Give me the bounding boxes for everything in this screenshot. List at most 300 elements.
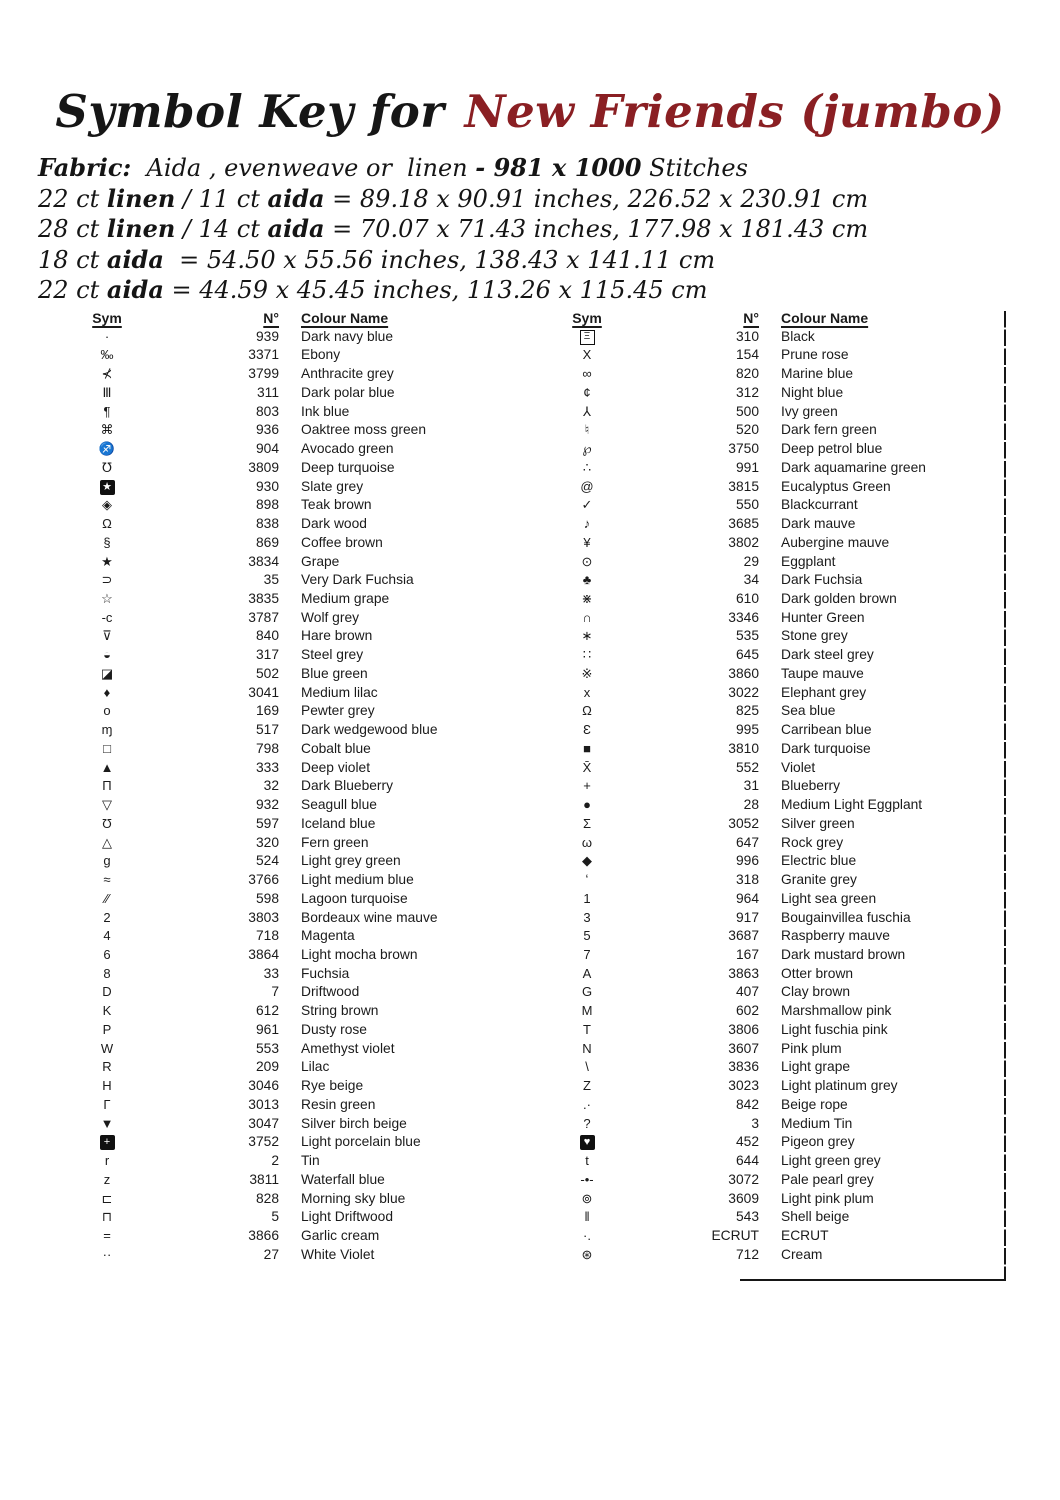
symbol-cell: ǁ xyxy=(584,1209,590,1225)
table-row xyxy=(542,346,1004,365)
table-row xyxy=(62,571,532,590)
thread-number-cell: 320 xyxy=(255,834,279,850)
thread-number-cell: 535 xyxy=(735,628,759,644)
table-bottom-rule xyxy=(740,1279,1006,1281)
symbol-cell: ·. xyxy=(583,1227,591,1243)
thread-number-cell: 3346 xyxy=(728,609,759,625)
thread-number-cell: 3809 xyxy=(248,459,279,475)
colour-name-cell: Ebony xyxy=(301,347,341,363)
colour-name-cell: Waterfall blue xyxy=(301,1171,385,1187)
table-row xyxy=(62,1227,532,1246)
thread-number-cell: 838 xyxy=(255,516,279,532)
table-row xyxy=(62,1077,532,1096)
symbol-cell: ◈ xyxy=(102,497,112,513)
thread-number-cell: 3802 xyxy=(728,534,759,550)
colour-name-cell: Grape xyxy=(301,553,340,569)
thread-number-cell: 311 xyxy=(257,384,279,400)
thread-number-cell: 3607 xyxy=(728,1040,759,1056)
table-row xyxy=(542,515,1004,534)
table-row xyxy=(542,927,1004,946)
table-row xyxy=(62,1021,532,1040)
thread-number-cell: 820 xyxy=(735,366,759,382)
symbol-cell: ▲ xyxy=(100,759,114,775)
symbol-cell: P xyxy=(102,1021,112,1037)
colour-name-cell: Light platinum grey xyxy=(781,1078,898,1094)
colour-name-cell: White Violet xyxy=(301,1246,375,1262)
colour-name-cell: Carribean blue xyxy=(781,722,872,738)
colour-name-cell: Avocado green xyxy=(301,441,394,457)
table-row xyxy=(542,534,1004,553)
thread-number-cell: 5 xyxy=(271,1209,279,1225)
colour-name-cell: Rye beige xyxy=(301,1078,364,1094)
thread-number-cell: 520 xyxy=(735,422,759,438)
table-row xyxy=(62,983,532,1002)
symbol-cell: + xyxy=(583,778,591,794)
symbol-cell: Σ xyxy=(582,815,592,831)
symbol-cell: ▼ xyxy=(100,1115,114,1131)
colour-name-cell: Iceland blue xyxy=(301,815,376,831)
symbol-cell: ∗ xyxy=(581,628,593,644)
colour-name-cell: Slate grey xyxy=(301,478,364,494)
thread-number-cell: 798 xyxy=(255,740,279,756)
symbol-cell: ·· xyxy=(102,1246,112,1262)
colour-name-cell: Dark wedgewood blue xyxy=(301,722,438,738)
thread-number-cell: 500 xyxy=(735,403,759,419)
symbol-cell: ♦ xyxy=(103,684,111,700)
symbol-table-left xyxy=(62,309,532,1264)
colour-name-cell: Light Driftwood xyxy=(301,1209,394,1225)
colour-name-cell: Blue green xyxy=(301,665,368,681)
thread-number-cell: 904 xyxy=(255,441,279,457)
table-row xyxy=(542,571,1004,590)
table-row xyxy=(542,1002,1004,1021)
thread-number-cell: 209 xyxy=(255,1059,279,1075)
colour-name-cell: Medium Tin xyxy=(781,1115,853,1131)
table-row xyxy=(62,1096,532,1115)
table-row xyxy=(62,1002,532,1021)
colour-name-cell: Otter brown xyxy=(781,965,854,981)
thread-number-cell: 3052 xyxy=(728,815,759,831)
symbol-cell xyxy=(62,478,152,497)
symbol-cell: ? xyxy=(583,1115,591,1131)
colour-name-cell: Steel grey xyxy=(301,647,364,663)
thread-number-cell: 3806 xyxy=(728,1021,759,1037)
table-row xyxy=(62,459,532,478)
table-row xyxy=(542,646,1004,665)
thread-number-cell: 35 xyxy=(263,572,279,588)
symbol-cell: ʻ xyxy=(585,872,589,888)
colour-name-cell: Light pink plum xyxy=(781,1190,874,1206)
inverted-symbol-box: ★ xyxy=(100,480,115,495)
colour-name-cell: Light grape xyxy=(781,1059,851,1075)
symbol-cell: ✓ xyxy=(581,497,593,513)
table-row xyxy=(62,1208,532,1227)
thread-number-cell: 3752 xyxy=(248,1134,279,1150)
symbol-cell: G xyxy=(581,984,593,1000)
colour-name-cell: Fuchsia xyxy=(301,965,350,981)
symbol-cell: W xyxy=(100,1040,114,1056)
thread-number-cell: 3609 xyxy=(728,1190,759,1206)
symbol-cell: 1 xyxy=(583,890,591,906)
thread-number-cell: 407 xyxy=(735,984,759,1000)
inverted-symbol-box: + xyxy=(100,1135,115,1150)
table-row xyxy=(542,1077,1004,1096)
table-row xyxy=(62,946,532,965)
thread-number-cell: 3836 xyxy=(728,1059,759,1075)
symbol-cell: ★ xyxy=(101,553,113,569)
table-body xyxy=(542,328,1004,1265)
symbol-cell: \ xyxy=(585,1059,589,1075)
thread-number-cell: 34 xyxy=(743,572,759,588)
symbol-cell xyxy=(542,1133,632,1152)
colour-name-cell: Dusty rose xyxy=(301,1021,367,1037)
colour-name-cell: Stone grey xyxy=(781,628,848,644)
thread-number-cell: 3803 xyxy=(248,909,279,925)
thread-number-cell: 3041 xyxy=(248,684,279,700)
thread-number-cell: 3047 xyxy=(248,1115,279,1131)
table-row xyxy=(62,590,532,609)
colour-name-cell: Blueberry xyxy=(781,778,841,794)
symbol-cell: ⊽ xyxy=(102,628,112,644)
page-title xyxy=(0,86,1060,138)
symbol-cell xyxy=(62,1133,152,1152)
thread-number-cell: 712 xyxy=(735,1246,759,1262)
colour-name-cell: Garlic cream xyxy=(301,1227,380,1243)
table-row xyxy=(62,665,532,684)
table-row xyxy=(542,609,1004,628)
table-row xyxy=(542,496,1004,515)
table-row xyxy=(62,1171,532,1190)
table-row xyxy=(542,440,1004,459)
symbol-cell: t xyxy=(585,1153,589,1169)
inverted-symbol-box: ♥ xyxy=(580,1135,595,1150)
colour-name-cell: Oaktree moss green xyxy=(301,422,426,438)
table-row xyxy=(542,777,1004,796)
colour-name-cell: Granite grey xyxy=(781,872,857,888)
symbol-cell: M xyxy=(581,1003,593,1019)
colour-name-cell: Taupe mauve xyxy=(781,665,864,681)
table-row xyxy=(542,702,1004,721)
colour-name-cell: Medium grape xyxy=(301,591,390,607)
colour-name-cell: Rock grey xyxy=(781,834,844,850)
symbol-cell: · xyxy=(104,328,110,344)
colour-name-cell: Dark turquoise xyxy=(781,740,871,756)
symbol-cell: A xyxy=(582,965,592,981)
colour-name-cell: Coffee brown xyxy=(301,534,383,550)
thread-number-cell: 598 xyxy=(255,890,279,906)
symbol-cell: ¥ xyxy=(583,534,591,550)
table-row xyxy=(62,890,532,909)
symbol-cell: 4 xyxy=(103,928,111,944)
thread-number-cell: 3685 xyxy=(728,516,759,532)
thread-number-cell: 612 xyxy=(255,1003,279,1019)
colour-name-cell: Pale pearl grey xyxy=(781,1171,874,1187)
table-row xyxy=(542,1208,1004,1227)
table-body xyxy=(62,328,532,1265)
thread-number-cell: 2 xyxy=(271,1153,279,1169)
symbol-cell: K xyxy=(102,1003,112,1019)
symbol-cell: X̄ xyxy=(582,759,592,775)
thread-number-cell: 898 xyxy=(255,497,279,513)
thread-number-cell: 718 xyxy=(255,928,279,944)
colour-name-cell: Teak brown xyxy=(301,497,372,513)
symbol-cell: Π xyxy=(102,778,112,794)
table-row xyxy=(62,1115,532,1134)
table-row xyxy=(62,346,532,365)
table-row xyxy=(62,796,532,815)
table-row xyxy=(62,721,532,740)
thread-number-cell: 27 xyxy=(263,1246,279,1262)
symbol-cell: ⅄ xyxy=(583,403,591,419)
table-row xyxy=(542,796,1004,815)
table-row xyxy=(62,1190,532,1209)
table-row xyxy=(542,403,1004,422)
symbol-cell: ♮ xyxy=(584,422,590,438)
colour-name-cell: Lagoon turquoise xyxy=(301,890,408,906)
colour-name-cell: Dark Fuchsia xyxy=(781,572,863,588)
colour-name-cell: Raspberry mauve xyxy=(781,928,890,944)
thread-number-cell: 610 xyxy=(735,591,759,607)
table-row xyxy=(62,1133,532,1152)
symbol-cell: ◒ xyxy=(103,647,111,663)
table-row xyxy=(62,1246,532,1265)
symbol-table-right xyxy=(542,309,1004,1264)
table-right-border xyxy=(1004,311,1006,1281)
symbol-cell: 8 xyxy=(103,965,111,981)
symbol-cell: § xyxy=(103,534,111,550)
table-row xyxy=(542,328,1004,347)
colour-name-cell: Blackcurrant xyxy=(781,497,858,513)
colour-name-cell: Clay brown xyxy=(781,984,851,1000)
table-row xyxy=(62,871,532,890)
table-row xyxy=(62,740,532,759)
symbol-cell: ⌘ xyxy=(100,422,114,438)
table-row xyxy=(542,478,1004,497)
symbol-cell: ∞ xyxy=(582,366,592,382)
colour-name-cell: Pink plum xyxy=(781,1040,842,1056)
symbol-cell: ∴ xyxy=(582,459,592,475)
symbol-cell: R xyxy=(102,1059,112,1075)
table-row xyxy=(542,983,1004,1002)
colour-name-cell: Elephant grey xyxy=(781,684,867,700)
table-row xyxy=(542,834,1004,853)
symbol-cell: H xyxy=(102,1078,112,1094)
colour-name-cell: Pigeon grey xyxy=(781,1134,855,1150)
symbol-cell: ※ xyxy=(581,665,593,681)
thread-number-cell: 803 xyxy=(255,403,279,419)
symbol-cell: -c xyxy=(101,609,113,625)
thread-number-cell: 3810 xyxy=(728,740,759,756)
symbol-cell: ⊛ xyxy=(581,1246,593,1262)
table-row xyxy=(542,665,1004,684)
symbol-cell: ⊏ xyxy=(101,1190,113,1206)
symbol-cell: ⊀ xyxy=(101,366,113,382)
symbol-cell: g xyxy=(103,853,111,869)
colour-name-cell: Very Dark Fuchsia xyxy=(301,572,414,588)
table-row xyxy=(62,965,532,984)
symbol-cell: ω xyxy=(581,834,593,850)
colour-name-cell: Anthracite grey xyxy=(301,366,394,382)
colour-name-cell: ECRUT xyxy=(781,1227,829,1243)
colour-name-cell: Electric blue xyxy=(781,853,857,869)
thread-number-cell: 310 xyxy=(735,328,759,344)
table-row xyxy=(62,852,532,871)
fabric-line: Fabric: Aida , evenweave or linen - 981 x 1000 Stitches xyxy=(38,153,748,182)
thread-number-cell: 644 xyxy=(735,1153,759,1169)
table-row xyxy=(542,1096,1004,1115)
thread-number-cell: ECRUT xyxy=(711,1227,759,1243)
symbol-cell: Ɛ xyxy=(583,722,591,738)
header-colour-name: Colour Name xyxy=(301,310,389,326)
symbol-cell: o xyxy=(103,703,111,719)
symbol-cell: z xyxy=(103,1171,111,1187)
symbol-cell: Z xyxy=(583,1078,591,1094)
table-row xyxy=(62,440,532,459)
table-row xyxy=(542,759,1004,778)
symbol-cell: 2 xyxy=(103,909,111,925)
colour-name-cell: Hunter Green xyxy=(781,609,865,625)
colour-name-cell: Cream xyxy=(781,1246,823,1262)
colour-name-cell: Ink blue xyxy=(301,403,350,419)
table-row xyxy=(542,627,1004,646)
thread-number-cell: 936 xyxy=(255,422,279,438)
table-row xyxy=(62,328,532,347)
symbol-cell: Γ xyxy=(103,1096,111,1112)
thread-number-cell: 3811 xyxy=(249,1171,279,1187)
table-row xyxy=(542,1190,1004,1209)
thread-number-cell: 3072 xyxy=(728,1171,759,1187)
thread-number-cell: 930 xyxy=(255,478,279,494)
symbol-cell: 5 xyxy=(583,928,591,944)
table-row xyxy=(542,721,1004,740)
table-row xyxy=(542,459,1004,478)
table-row xyxy=(62,909,532,928)
thread-number-cell: 543 xyxy=(735,1209,759,1225)
colour-name-cell: Pewter grey xyxy=(301,703,375,719)
colour-name-cell: Silver green xyxy=(781,815,855,831)
colour-name-cell: Deep petrol blue xyxy=(781,441,883,457)
colour-name-cell: Fern green xyxy=(301,834,369,850)
colour-name-cell: Silver birch beige xyxy=(301,1115,407,1131)
colour-name-cell: Dark Blueberry xyxy=(301,778,394,794)
thread-number-cell: 932 xyxy=(255,797,279,813)
table-header-row xyxy=(62,309,532,328)
colour-name-cell: Wolf grey xyxy=(301,609,360,625)
thread-number-cell: 318 xyxy=(735,872,759,888)
symbol-cell: ∩ xyxy=(582,609,592,625)
symbol-cell: 7 xyxy=(583,946,591,962)
table-row xyxy=(542,890,1004,909)
thread-number-cell: 825 xyxy=(735,703,759,719)
thread-number-cell: 317 xyxy=(255,647,279,663)
colour-name-cell: Bordeaux wine mauve xyxy=(301,909,438,925)
table-row xyxy=(62,421,532,440)
table-row xyxy=(542,1058,1004,1077)
colour-name-cell: Tin xyxy=(301,1153,320,1169)
colour-name-cell: Light sea green xyxy=(781,890,877,906)
table-row xyxy=(62,702,532,721)
colour-name-cell: Marine blue xyxy=(781,366,854,382)
table-row xyxy=(62,927,532,946)
thread-number-cell: 3834 xyxy=(248,553,279,569)
table-row xyxy=(542,421,1004,440)
thread-number-cell: 3371 xyxy=(248,347,279,363)
table-row xyxy=(542,384,1004,403)
thread-number-cell: 3799 xyxy=(248,366,279,382)
table-row xyxy=(62,646,532,665)
thread-number-cell: 842 xyxy=(735,1096,759,1112)
symbol-cell: D xyxy=(102,984,112,1000)
colour-name-cell: Light mocha brown xyxy=(301,946,418,962)
symbol-cell: ♐ xyxy=(98,441,116,457)
table-row xyxy=(542,1021,1004,1040)
thread-number-cell: 3 xyxy=(751,1115,759,1131)
colour-name-cell: Dark steel grey xyxy=(781,647,874,663)
table-row xyxy=(542,871,1004,890)
colour-name-cell: Black xyxy=(781,328,815,344)
thread-number-cell: 3687 xyxy=(728,928,759,944)
thread-number-cell: 169 xyxy=(255,703,279,719)
symbol-cell: ℘ xyxy=(582,441,592,457)
table-row xyxy=(542,1152,1004,1171)
table-row xyxy=(62,777,532,796)
header-number: N° xyxy=(263,310,279,326)
thread-number-cell: 840 xyxy=(255,628,279,644)
table-row xyxy=(62,815,532,834)
symbol-cell: ◪ xyxy=(100,665,114,681)
thread-number-cell: 167 xyxy=(735,946,759,962)
fabric-line: 22 ct aida = 44.59 x 45.45 inches, 113.26 x 115.45 cm xyxy=(38,275,708,304)
page-title-prefix: Symbol Key for xyxy=(55,85,445,138)
colour-name-cell: Sea blue xyxy=(781,703,836,719)
thread-number-cell: 33 xyxy=(263,965,279,981)
header-sym: Sym xyxy=(92,310,122,326)
symbol-cell: □ xyxy=(103,740,111,756)
thread-number-cell: 3866 xyxy=(248,1227,279,1243)
colour-name-cell: Eucalyptus Green xyxy=(781,478,891,494)
thread-number-cell: 29 xyxy=(743,553,759,569)
thread-number-cell: 991 xyxy=(735,459,759,475)
symbol-cell: ∕∕ xyxy=(104,890,110,906)
thread-number-cell: 3860 xyxy=(728,665,759,681)
thread-number-cell: 647 xyxy=(735,834,759,850)
colour-name-cell: String brown xyxy=(301,1003,379,1019)
table-row xyxy=(542,1133,1004,1152)
colour-name-cell: Dark aquamarine green xyxy=(781,459,926,475)
colour-name-cell: Prune rose xyxy=(781,347,849,363)
symbol-cell: .· xyxy=(583,1096,591,1112)
colour-name-cell: Magenta xyxy=(301,928,355,944)
table-row xyxy=(62,1152,532,1171)
symbol-cell: r xyxy=(104,1153,110,1169)
symbol-cell: ⊃ xyxy=(101,572,113,588)
thread-number-cell: 964 xyxy=(735,890,759,906)
table-row xyxy=(542,909,1004,928)
symbol-cell: ¢ xyxy=(583,384,591,400)
table-row xyxy=(542,815,1004,834)
colour-name-cell: Night blue xyxy=(781,384,844,400)
colour-name-cell: Light porcelain blue xyxy=(301,1134,421,1150)
thread-number-cell: 917 xyxy=(735,909,759,925)
thread-number-cell: 32 xyxy=(263,778,279,794)
table-row xyxy=(542,1040,1004,1059)
symbol-cell: N xyxy=(582,1040,592,1056)
thread-number-cell: 3013 xyxy=(248,1096,279,1112)
colour-name-cell: Cobalt blue xyxy=(301,740,371,756)
colour-name-cell: Dark polar blue xyxy=(301,384,395,400)
table-row xyxy=(542,965,1004,984)
symbol-cell: = xyxy=(103,1227,111,1243)
